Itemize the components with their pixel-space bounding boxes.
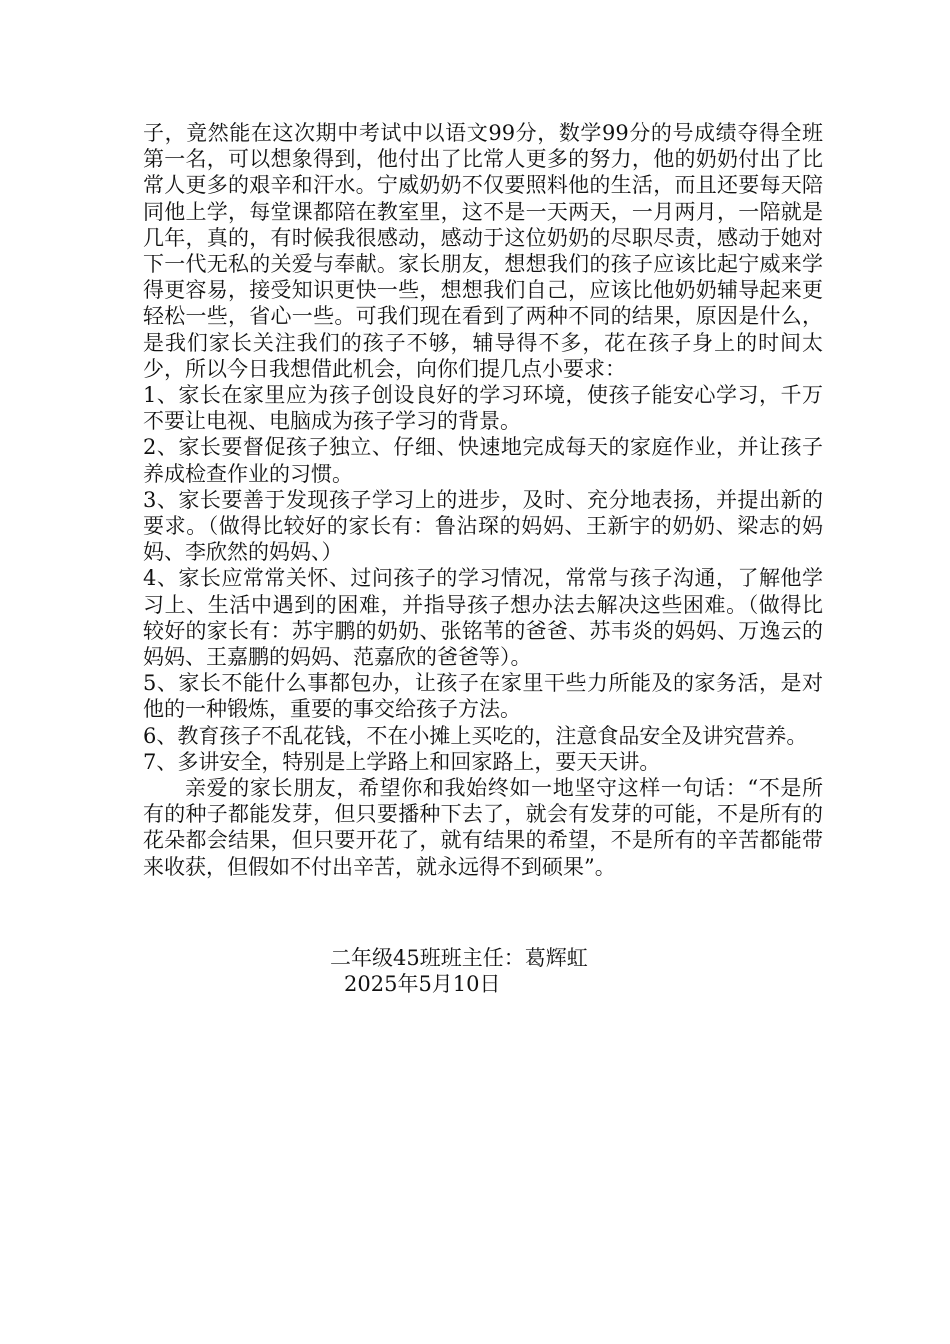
letter-body — [143, 120, 823, 880]
paragraph-closing: 亲爱的家长朋友，希望你和我始终如一地坚守这样一句话：“不是所有的种子都能发芽，但只要播种下去了，就会有发芽的可能，不是所有的花朵都会结果，但只要开花了，就有结果的希望，不是所有的辛苦都能带来收获，但假如不付出辛苦，就永远得不到硕果”。 — [143, 776, 823, 879]
list-item-5: 5、家长不能什么事都包办，让孩子在家里干些力所能及的家务活，是对他的一种锻炼，重要的事交给孩子方法。 — [143, 671, 823, 722]
signature-block — [143, 945, 823, 997]
list-item-2: 2、家长要督促孩子独立、仔细、快速地完成每天的家庭作业，并让孩子养成检查作业的习惯。 — [143, 435, 823, 486]
signature-teacher: 二年级45班班主任：葛辉虹 — [330, 946, 588, 970]
list-item-7: 7、多讲安全，特别是上学路上和回家路上，要天天讲。 — [143, 749, 661, 774]
list-item-6: 6、教育孩子不乱花钱，不在小摊上买吃的，注意食品安全及讲究营养。 — [143, 723, 808, 748]
paragraph-intro: 子，竟然能在这次期中考试中以语文99分，数学99分的号成绩夺得全班第一名，可以想象得到，他付出了比常人更多的努力，他的奶奶付出了比常人更多的艰辛和汗水。宁威奶奶不仅要照料他的生活，而且还要每天陪同他上学，每堂课都陪在教室里，这不是一天两天，一月两月，一陪就是几年，真的，有时候我很感动，感动于这位奶奶的尽职尽责，感动于她对下一代无私的关爱与奉献。家长朋友，想想我们的孩子应该比起宁威来学得更容易，接受知识更快一些，想想我们自己，应该比他奶奶辅导起来更轻松一些，省心一些。可我们现在看到了两种不同的结果，原因是什么，是我们家长关注我们的孩子不够，辅导得不多，花在孩子身上的时间太少，所以今日我想借此机会，向你们提几点小要求： — [143, 121, 823, 381]
signature-date: 2025年5月10日 — [344, 972, 501, 997]
list-item-1: 1、家长在家里应为孩子创设良好的学习环境，使孩子能安心学习，千万不要让电视、电脑成为孩子学习的背景。 — [143, 383, 823, 434]
list-item-4: 4、家长应常常关怀、过问孩子的学习情况，常常与孩子沟通，了解他学习上、生活中遇到的困难，并指导孩子想办法去解决这些困难。（做得比较好的家长有：苏宇鹏的奶奶、张铭苇的爸爸、苏韦炎的妈妈、万逸云的妈妈、王嘉鹏的妈妈、范嘉欣的爸爸等）。 — [143, 566, 823, 670]
list-item-3: 3、家长要善于发现孩子学习上的进步，及时、充分地表扬，并提出新的要求。（做得比较好的家长有：鲁沾琛的妈妈、王新宇的奶奶、梁志的妈妈、李欣然的妈妈、） — [143, 487, 823, 565]
